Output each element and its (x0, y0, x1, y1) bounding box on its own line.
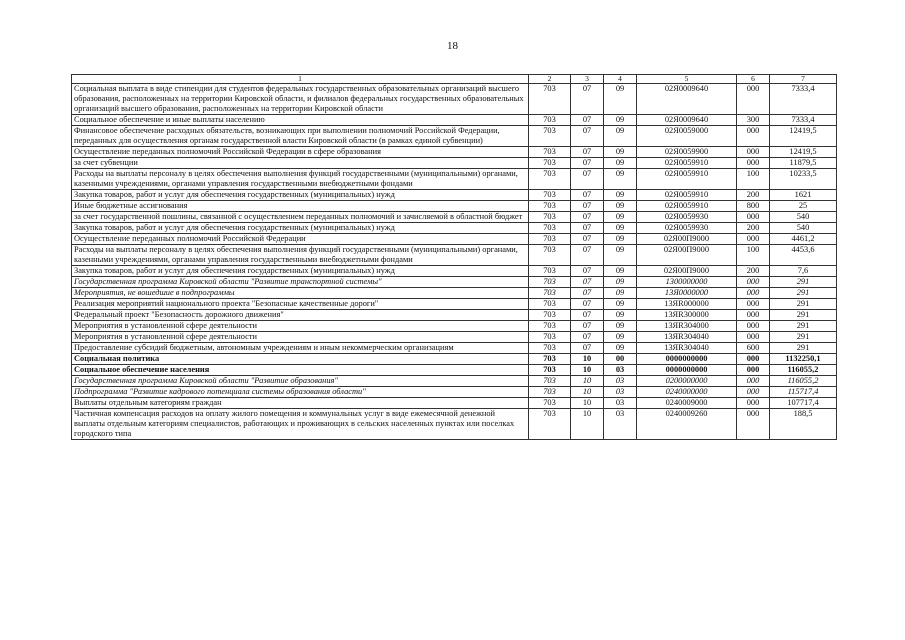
table-row (72, 321, 837, 332)
header-cell-2: 2 (529, 75, 571, 84)
subsection-cell: 03 (604, 387, 637, 398)
target-article-cell: 13Я0000000 (637, 288, 737, 299)
name-cell: Подпрограмма "Развитие кадрового потенциала системы образования области" (72, 387, 529, 398)
table-row (72, 365, 837, 376)
ved-code-cell: 703 (529, 321, 571, 332)
expense-type-cell: 000 (737, 126, 770, 147)
ved-code-cell: 703 (529, 158, 571, 169)
target-article-cell: 0200000000 (637, 376, 737, 387)
section-cell: 07 (571, 84, 604, 115)
expense-type-cell: 200 (737, 223, 770, 234)
table-row (72, 332, 837, 343)
budget-table (71, 74, 837, 440)
name-cell: за счет государственной пошлины, связанной с осуществлением переданных полномочий и зачисляемой в областной бюджет (72, 212, 529, 223)
section-cell: 07 (571, 277, 604, 288)
subsection-cell: 09 (604, 266, 637, 277)
expense-type-cell: 800 (737, 201, 770, 212)
section-cell: 10 (571, 365, 604, 376)
amount-cell: 291 (770, 321, 837, 332)
subsection-cell: 09 (604, 190, 637, 201)
section-cell: 07 (571, 321, 604, 332)
expense-type-cell: 000 (737, 299, 770, 310)
ved-code-cell: 703 (529, 376, 571, 387)
name-cell: Социальное обеспечение населения (72, 365, 529, 376)
name-cell: Осуществление переданных полномочий Российской Федерации в сфере образования (72, 147, 529, 158)
subsection-cell: 09 (604, 223, 637, 234)
target-article-cell: 1300000000 (637, 277, 737, 288)
ved-code-cell: 703 (529, 234, 571, 245)
ved-code-cell: 703 (529, 190, 571, 201)
subsection-cell: 03 (604, 398, 637, 409)
ved-code-cell: 703 (529, 115, 571, 126)
ved-code-cell: 703 (529, 310, 571, 321)
section-cell: 07 (571, 147, 604, 158)
section-cell: 10 (571, 387, 604, 398)
section-cell: 07 (571, 343, 604, 354)
section-cell: 07 (571, 332, 604, 343)
header-cell-7: 7 (770, 75, 837, 84)
section-cell: 07 (571, 234, 604, 245)
target-article-cell: 13ЯR304040 (637, 332, 737, 343)
target-article-cell: 13ЯR304040 (637, 343, 737, 354)
target-article-cell: 02Я0059910 (637, 158, 737, 169)
section-cell: 10 (571, 376, 604, 387)
table-row (72, 310, 837, 321)
subsection-cell: 09 (604, 321, 637, 332)
name-cell: Осуществление переданных полномочий Российской Федерации (72, 234, 529, 245)
name-cell: Закупка товаров, работ и услуг для обеспечения государственных (муниципальных) нужд (72, 266, 529, 277)
subsection-cell: 00 (604, 354, 637, 365)
section-cell: 10 (571, 354, 604, 365)
subsection-cell: 09 (604, 234, 637, 245)
table-row (72, 126, 837, 147)
amount-cell: 291 (770, 288, 837, 299)
expense-type-cell: 000 (737, 354, 770, 365)
header-cell-3: 3 (571, 75, 604, 84)
name-cell: Выплаты отдельным категориям граждан (72, 398, 529, 409)
name-cell: Социальная выплата в виде стипендии для студентов федеральных государственных образовательных организаций высшего образования, расположенных на территории Кировской области, и филиалов федеральных государственных образовательных организаций высшего образования, расположенных на территории Кировской области (72, 84, 529, 115)
expense-type-cell: 200 (737, 266, 770, 277)
amount-cell: 540 (770, 212, 837, 223)
name-cell: Закупка товаров, работ и услуг для обеспечения государственных (муниципальных) нужд (72, 190, 529, 201)
target-article-cell: 02Я0009640 (637, 84, 737, 115)
expense-type-cell: 600 (737, 343, 770, 354)
section-cell: 07 (571, 190, 604, 201)
subsection-cell: 09 (604, 126, 637, 147)
ved-code-cell: 703 (529, 201, 571, 212)
ved-code-cell: 703 (529, 245, 571, 266)
ved-code-cell: 703 (529, 387, 571, 398)
subsection-cell: 09 (604, 332, 637, 343)
subsection-cell: 09 (604, 288, 637, 299)
expense-type-cell: 000 (737, 158, 770, 169)
table-row (72, 266, 837, 277)
table-row (72, 398, 837, 409)
ved-code-cell: 703 (529, 223, 571, 234)
amount-cell: 7,6 (770, 266, 837, 277)
name-cell: Государственная программа Кировской области "Развитие транспортной системы" (72, 277, 529, 288)
table-row (72, 245, 837, 266)
name-cell: Федеральный проект "Безопасность дорожного движения" (72, 310, 529, 321)
header-cell-4: 4 (604, 75, 637, 84)
subsection-cell: 03 (604, 409, 637, 440)
table-row (72, 343, 837, 354)
amount-cell: 116055,2 (770, 365, 837, 376)
header-cell-1: 1 (72, 75, 529, 84)
expense-type-cell: 000 (737, 288, 770, 299)
table-row (72, 409, 837, 440)
amount-cell: 11879,5 (770, 158, 837, 169)
ved-code-cell: 703 (529, 212, 571, 223)
section-cell: 10 (571, 398, 604, 409)
amount-cell: 12419,5 (770, 126, 837, 147)
table-row (72, 115, 837, 126)
target-article-cell: 13ЯR304000 (637, 321, 737, 332)
ved-code-cell: 703 (529, 147, 571, 158)
target-article-cell: 13ЯR300000 (637, 310, 737, 321)
subsection-cell: 09 (604, 343, 637, 354)
target-article-cell: 02Я00П9000 (637, 266, 737, 277)
amount-cell: 4461,2 (770, 234, 837, 245)
amount-cell: 1621 (770, 190, 837, 201)
page-number: 18 (447, 40, 458, 52)
amount-cell: 7333,4 (770, 115, 837, 126)
amount-cell: 540 (770, 223, 837, 234)
name-cell: Мероприятия в установленной сфере деятельности (72, 321, 529, 332)
subsection-cell: 03 (604, 376, 637, 387)
expense-type-cell: 100 (737, 245, 770, 266)
expense-type-cell: 000 (737, 332, 770, 343)
name-cell: Финансовое обеспечение расходных обязательств, возникающих при выполнении полномочий Российской Федерации, переданных для осуществления органам государственной власти Кировской области (в рамках единой субвенции) (72, 126, 529, 147)
name-cell: Мероприятия, не вошедшие в подпрограммы (72, 288, 529, 299)
amount-cell: 291 (770, 332, 837, 343)
target-article-cell: 02Я0009640 (637, 115, 737, 126)
name-cell: за счет субвенции (72, 158, 529, 169)
expense-type-cell: 200 (737, 190, 770, 201)
amount-cell: 12419,5 (770, 147, 837, 158)
name-cell: Социальное обеспечение и иные выплаты населению (72, 115, 529, 126)
target-article-cell: 13ЯR000000 (637, 299, 737, 310)
section-cell: 07 (571, 126, 604, 147)
subsection-cell: 09 (604, 277, 637, 288)
name-cell: Расходы на выплаты персоналу в целях обеспечения выполнения функций государственными (муниципальными) органами, казенными учреждениями, органами управления государственными внебюджетными фондами (72, 245, 529, 266)
ved-code-cell: 703 (529, 299, 571, 310)
name-cell: Частичная компенсация расходов на оплату жилого помещения и коммунальных услуг в виде ежемесячной денежной выплаты отдельным категориям специалистов, работающих и проживающих в сельских населенных пунктах или поселках городского типа (72, 409, 529, 440)
table-row (72, 277, 837, 288)
section-cell: 10 (571, 409, 604, 440)
header-cell-6: 6 (737, 75, 770, 84)
section-cell: 07 (571, 158, 604, 169)
section-cell: 07 (571, 223, 604, 234)
ved-code-cell: 703 (529, 288, 571, 299)
expense-type-cell: 000 (737, 398, 770, 409)
expense-type-cell: 000 (737, 409, 770, 440)
name-cell: Иные бюджетные ассигнования (72, 201, 529, 212)
amount-cell: 107717,4 (770, 398, 837, 409)
section-cell: 07 (571, 201, 604, 212)
subsection-cell: 09 (604, 84, 637, 115)
amount-cell: 10233,5 (770, 169, 837, 190)
amount-cell: 291 (770, 343, 837, 354)
expense-type-cell: 000 (737, 310, 770, 321)
expense-type-cell: 000 (737, 321, 770, 332)
subsection-cell: 09 (604, 212, 637, 223)
section-cell: 07 (571, 212, 604, 223)
target-article-cell: 02Я0059930 (637, 223, 737, 234)
amount-cell: 116055,2 (770, 376, 837, 387)
target-article-cell: 02Я00П9000 (637, 245, 737, 266)
target-article-cell: 02Я0059910 (637, 190, 737, 201)
target-article-cell: 0240009000 (637, 398, 737, 409)
table-row (72, 158, 837, 169)
name-cell: Предоставление субсидий бюджетным, автономным учреждениям и иным некоммерческим организациям (72, 343, 529, 354)
ved-code-cell: 703 (529, 398, 571, 409)
table-row (72, 212, 837, 223)
section-cell: 07 (571, 169, 604, 190)
name-cell: Мероприятия в установленной сфере деятельности (72, 332, 529, 343)
table-row (72, 299, 837, 310)
target-article-cell: 0000000000 (637, 365, 737, 376)
name-cell: Реализация мероприятий национального проекта "Безопасные качественные дороги" (72, 299, 529, 310)
table-row (72, 376, 837, 387)
amount-cell: 1132250,1 (770, 354, 837, 365)
amount-cell: 291 (770, 299, 837, 310)
table-row (72, 288, 837, 299)
expense-type-cell: 000 (737, 387, 770, 398)
target-article-cell: 02Я0059930 (637, 212, 737, 223)
subsection-cell: 09 (604, 245, 637, 266)
ved-code-cell: 703 (529, 409, 571, 440)
table-row (72, 147, 837, 158)
header-cell-5: 5 (637, 75, 737, 84)
ved-code-cell: 703 (529, 266, 571, 277)
section-cell: 07 (571, 245, 604, 266)
table-row (72, 190, 837, 201)
ved-code-cell: 703 (529, 169, 571, 190)
subsection-cell: 03 (604, 365, 637, 376)
name-cell: Государственная программа Кировской области "Развитие образования" (72, 376, 529, 387)
target-article-cell: 0240000000 (637, 387, 737, 398)
amount-cell: 25 (770, 201, 837, 212)
section-cell: 07 (571, 299, 604, 310)
ved-code-cell: 703 (529, 277, 571, 288)
section-cell: 07 (571, 310, 604, 321)
subsection-cell: 09 (604, 201, 637, 212)
table-header-row (72, 75, 837, 84)
subsection-cell: 09 (604, 169, 637, 190)
ved-code-cell: 703 (529, 354, 571, 365)
name-cell: Закупка товаров, работ и услуг для обеспечения государственных (муниципальных) нужд (72, 223, 529, 234)
target-article-cell: 02Я0059910 (637, 201, 737, 212)
ved-code-cell: 703 (529, 84, 571, 115)
amount-cell: 115717,4 (770, 387, 837, 398)
expense-type-cell: 000 (737, 365, 770, 376)
table-row (72, 201, 837, 212)
target-article-cell: 0240009260 (637, 409, 737, 440)
amount-cell: 188,5 (770, 409, 837, 440)
amount-cell: 7333,4 (770, 84, 837, 115)
expense-type-cell: 300 (737, 115, 770, 126)
ved-code-cell: 703 (529, 343, 571, 354)
amount-cell: 291 (770, 277, 837, 288)
ved-code-cell: 703 (529, 332, 571, 343)
target-article-cell: 0000000000 (637, 354, 737, 365)
subsection-cell: 09 (604, 299, 637, 310)
ved-code-cell: 703 (529, 365, 571, 376)
expense-type-cell: 100 (737, 169, 770, 190)
table-row (72, 84, 837, 115)
section-cell: 07 (571, 288, 604, 299)
target-article-cell: 02Я0059900 (637, 147, 737, 158)
subsection-cell: 09 (604, 115, 637, 126)
table-row (72, 223, 837, 234)
subsection-cell: 09 (604, 158, 637, 169)
table-row (72, 169, 837, 190)
subsection-cell: 09 (604, 310, 637, 321)
amount-cell: 291 (770, 310, 837, 321)
expense-type-cell: 000 (737, 376, 770, 387)
name-cell: Социальная политика (72, 354, 529, 365)
amount-cell: 4453,6 (770, 245, 837, 266)
ved-code-cell: 703 (529, 126, 571, 147)
target-article-cell: 02Я00П9000 (637, 234, 737, 245)
target-article-cell: 02Я0059910 (637, 169, 737, 190)
expense-type-cell: 000 (737, 277, 770, 288)
expense-type-cell: 000 (737, 147, 770, 158)
section-cell: 07 (571, 266, 604, 277)
target-article-cell: 02Я0059000 (637, 126, 737, 147)
subsection-cell: 09 (604, 147, 637, 158)
name-cell: Расходы на выплаты персоналу в целях обеспечения выполнения функций государственными (муниципальными) органами, казенными учреждениями, органами управления государственными внебюджетными фондами (72, 169, 529, 190)
table-row (72, 234, 837, 245)
expense-type-cell: 000 (737, 84, 770, 115)
expense-type-cell: 000 (737, 234, 770, 245)
table-row (72, 354, 837, 365)
table-row (72, 387, 837, 398)
section-cell: 07 (571, 115, 604, 126)
expense-type-cell: 000 (737, 212, 770, 223)
